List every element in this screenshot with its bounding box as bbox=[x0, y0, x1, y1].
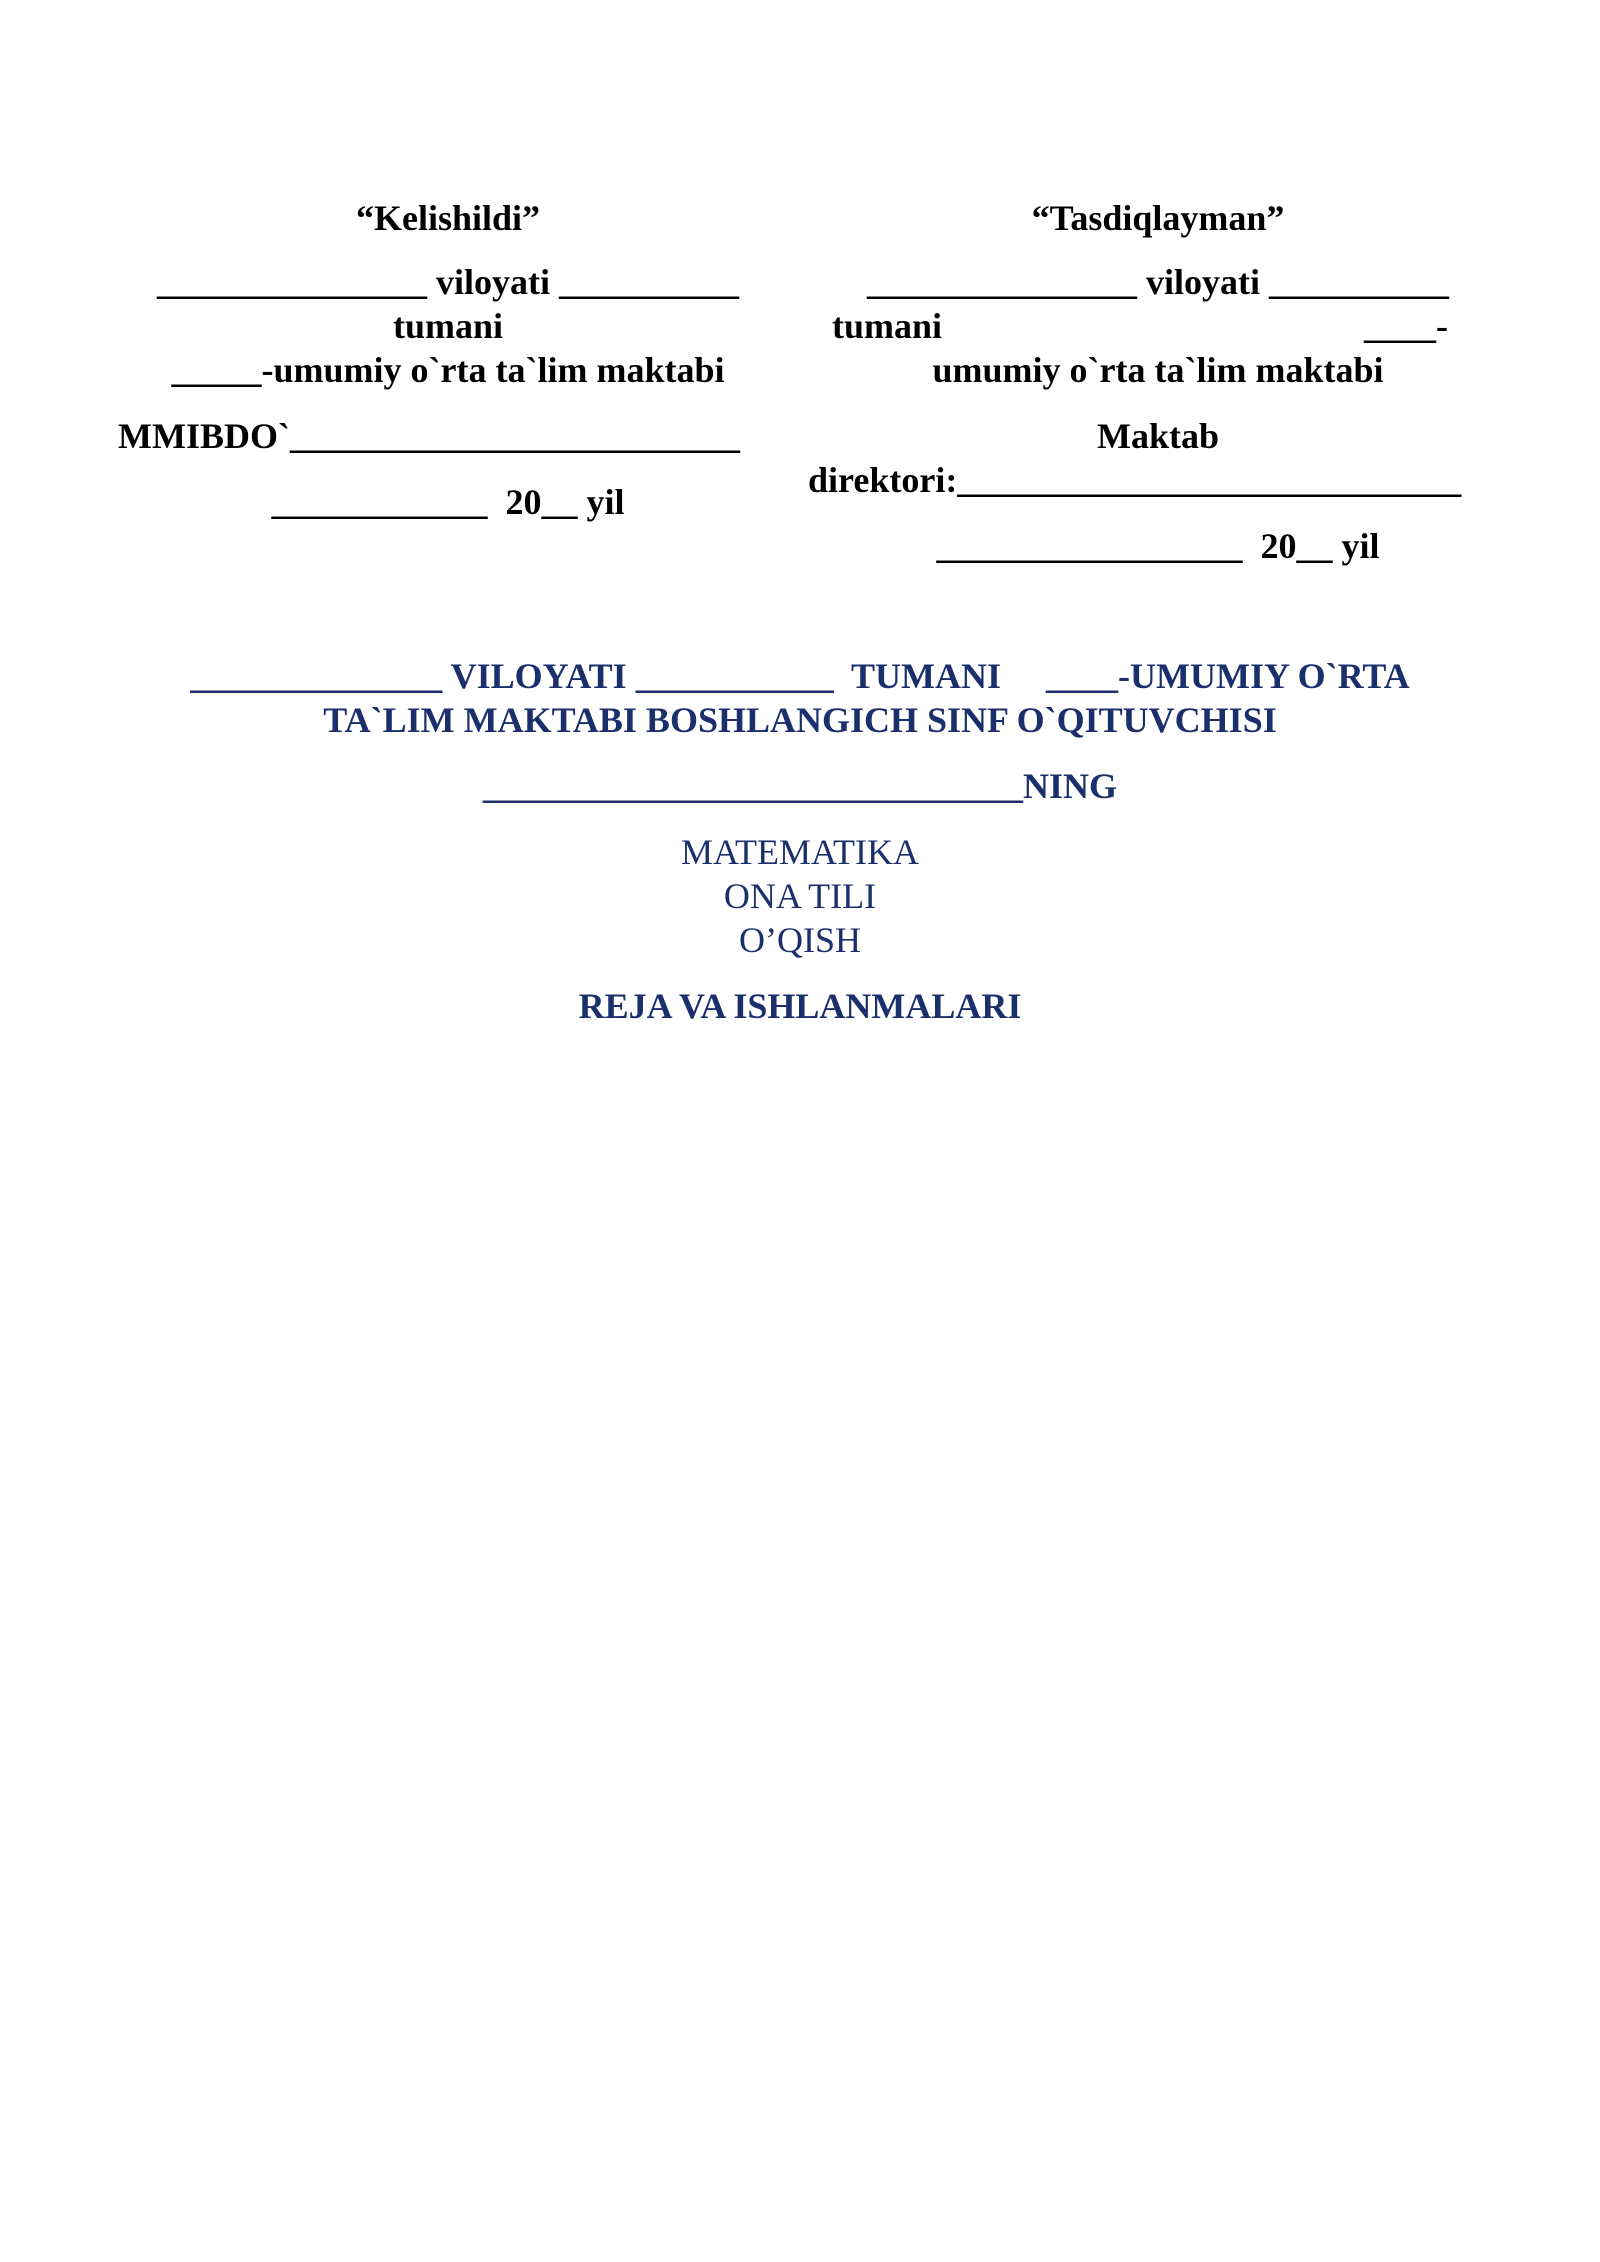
approval-school-label: Maktab bbox=[1096, 416, 1219, 456]
main-title-line-2: TA`LIM MAKTABI BOSHLANGICH SINF O`QITUVCHISI bbox=[323, 700, 1277, 740]
agreement-date-line: ____________ 20__ yil bbox=[271, 482, 625, 522]
agreement-region-line: _______________ viloyati __________ bbox=[157, 262, 739, 302]
main-title-line-1: ______________ VILOYATI ___________ TUMANI ____-UMUMIY O`RTA bbox=[190, 656, 1410, 696]
agreement-school-line: _____-umumiy o`rta ta`lim maktabi bbox=[171, 350, 725, 390]
agreement-mmibdo-line: MMIBDO`_________________________ bbox=[118, 416, 740, 456]
plans-title: REJA VA ISHLANMALARI bbox=[578, 986, 1022, 1026]
agreement-block bbox=[118, 196, 778, 524]
agreement-title: “Kelishildi” bbox=[355, 198, 541, 238]
approval-district-label: tumani bbox=[832, 306, 943, 346]
subject-item: ONA TILI bbox=[723, 876, 877, 916]
approval-region-line: _______________ viloyati __________ bbox=[867, 262, 1449, 302]
approval-school-number: ____- bbox=[1364, 306, 1448, 346]
approval-director-line: direktori:____________________________ bbox=[808, 460, 1462, 500]
teacher-name-line: ______________________________NING bbox=[482, 766, 1117, 806]
approval-district-line bbox=[808, 304, 1508, 348]
subject-item: O’QISH bbox=[739, 920, 861, 960]
approval-title: “Tasdiqlayman” bbox=[1031, 198, 1285, 238]
agreement-district-line: tumani bbox=[392, 306, 504, 346]
subject-item: MATEMATIKA bbox=[681, 832, 919, 872]
main-title-block bbox=[100, 654, 1500, 1028]
approval-date-line: _________________ 20__ yil bbox=[936, 526, 1380, 566]
approval-school-line: umumiy o`rta ta`lim maktabi bbox=[932, 350, 1384, 390]
approval-block bbox=[808, 196, 1508, 568]
